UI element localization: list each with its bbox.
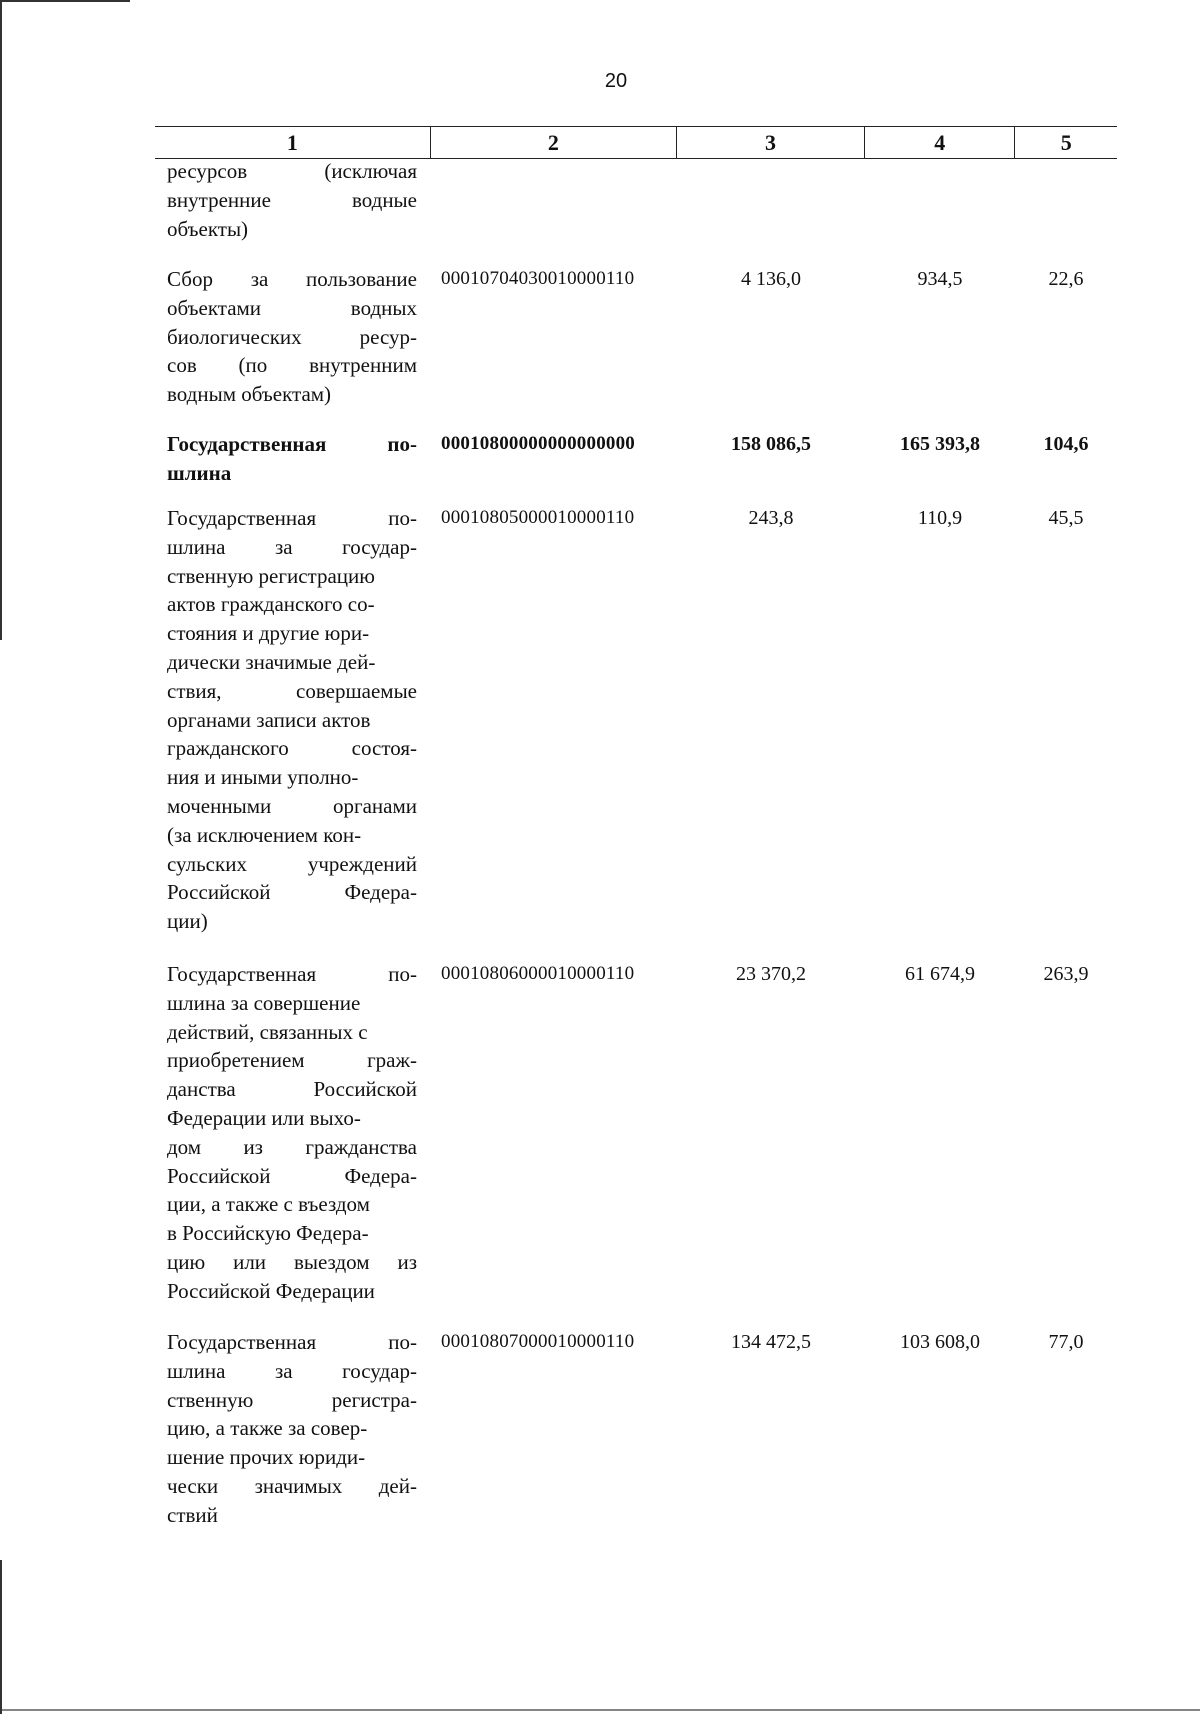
row-name-word: данства [167,1077,236,1102]
row-col3-value: 243,8 [748,507,794,529]
table-row [155,430,1117,488]
row-name-line [167,648,417,677]
row-name-line [167,907,417,936]
row-name-word: по- [388,1330,417,1354]
row-name-line [167,821,417,850]
row-name-word: ресурсов [167,159,248,183]
header-col-4: 4 [865,127,1015,158]
row-name-word: шение прочих юриди- [167,1445,366,1470]
scan-edge-left [0,0,2,640]
row-name-line [167,1501,417,1530]
row-name-word: цию [167,1249,206,1274]
row-col5-value [1015,157,1117,243]
row-name-word: ресур- [359,324,417,349]
row-name-word: или [233,1249,267,1274]
row-name-word: за [250,267,269,291]
row-name-word: ствия, [167,678,222,703]
row-name-line [167,878,417,907]
row-name-line [167,850,417,879]
row-name-word: Государственная [167,1330,317,1354]
row-name-line [167,1104,417,1133]
row-name-line [167,590,417,619]
row-name-word: государ- [342,534,417,559]
row-col4-value: 934,5 [917,268,963,290]
row-name-line [167,1472,417,1501]
header-col-2: 2 [431,127,677,158]
row-name-word: шлина за совершение [167,990,361,1015]
row-name-word: органами записи актов [167,707,371,732]
row-name-cell [155,265,431,409]
row-name-word: гражданского [167,736,289,761]
row-name-line [167,1386,417,1415]
table-row [155,504,1117,936]
row-name-word: гражданства [305,1134,417,1159]
row-code-cell: 00010704030010000110 [441,268,635,289]
row-name-line [167,677,417,706]
row-name-word: Российской [167,1163,271,1188]
table-row [155,265,1117,409]
row-name-word: моченными [167,793,272,818]
table-header-row [155,126,1117,159]
row-name-word: из [397,1249,417,1274]
row-name-line [167,1075,417,1104]
row-name-line [167,533,417,562]
row-name-word: ственную регистрацию [167,563,375,588]
row-name-word: Сбор [167,267,213,291]
row-name-cell [155,504,431,936]
row-name-word: (по [238,353,268,378]
header-col-5: 5 [1060,129,1072,155]
row-code-cell: 00010807000010000110 [441,1331,635,1352]
row-name-word: водным объектам) [167,382,332,407]
row-name-cell [155,157,431,243]
row-name-line [167,504,417,533]
row-col4-value: 103 608,0 [900,1331,980,1353]
row-name-line [167,960,417,989]
row-name-word: Федера- [344,880,417,905]
row-name-word: совершаемые [296,678,417,703]
row-name-word: водные [351,187,417,212]
row-name-line [167,430,417,459]
row-name-word: по- [387,432,417,456]
row-code-cell: 00010805000010000110 [441,507,635,528]
row-code-cell: 00010800000000000000 [441,433,635,454]
row-name-word: шлина [167,460,232,485]
row-name-word: шлина [167,534,226,559]
row-col5-value: 45,5 [1048,507,1084,529]
row-name-word: (исключая [324,159,417,183]
row-name-cell [155,1328,431,1530]
scan-edge-top [0,0,130,2]
row-name-line [167,1357,417,1386]
scan-edge-bottom [0,1709,1200,1711]
row-col5-value: 22,6 [1048,268,1084,290]
row-name-word: чески [167,1473,219,1498]
row-name-line [167,706,417,735]
row-code-cell: 00010806000010000110 [441,963,635,984]
row-name-line [167,265,417,294]
row-name-line [167,562,417,591]
row-name-word: Федера- [344,1163,417,1188]
row-name-word: сов [167,353,197,378]
header-col-3: 3 [677,127,865,158]
row-name-word: биологических [167,324,302,349]
row-name-word: шлина [167,1358,226,1383]
row-name-line [167,1133,417,1162]
page-number: 20 [604,70,628,92]
row-name-line [167,1219,417,1248]
table-row [155,1328,1117,1530]
row-name-word: ственную [167,1387,254,1412]
row-name-word: объектами [167,295,262,320]
row-name-word: Российской [313,1077,417,1102]
row-name-word: состоя- [351,736,417,761]
row-name-word: значимых [254,1473,343,1498]
row-name-word: ния и иными уполно- [167,765,359,790]
row-name-word: Государственная [167,962,317,986]
row-name-line [167,294,417,323]
row-name-line [167,734,417,763]
header-col-1: 1 [155,127,431,158]
table-row [155,157,1117,243]
row-name-word: стояния и другие юри- [167,621,370,646]
row-name-word: в Российскую Федера- [167,1221,369,1246]
row-name-word: (за исключением кон- [167,822,362,847]
row-name-word: по- [388,506,417,530]
row-name-word: актов гражданского со- [167,592,375,617]
row-name-word: граж- [367,1048,417,1073]
row-col3-value: 134 472,5 [731,1331,811,1353]
row-name-line [167,989,417,1018]
revenue-table [155,126,1117,1527]
row-name-word: Российской Федерации [167,1278,375,1303]
row-name-word: дом [167,1134,202,1159]
row-col4-value [865,157,1015,243]
row-name-line [167,157,417,186]
row-col4-value: 165 393,8 [900,433,980,455]
row-name-word: учреждений [307,851,417,876]
row-name-word: внутренним [309,353,417,378]
scan-edge-left-lower [0,1560,2,1714]
row-name-line [167,763,417,792]
row-name-word: из [243,1134,263,1159]
row-name-line [167,792,417,821]
row-name-cell [155,430,431,488]
row-name-line [167,1277,417,1306]
row-name-line [167,1190,417,1219]
row-name-line [167,1162,417,1191]
row-name-cell [155,960,431,1306]
row-col5-value: 104,6 [1043,433,1089,455]
row-name-word: государ- [342,1358,417,1383]
row-name-word: за [274,534,293,559]
row-name-line [167,1414,417,1443]
row-name-word: дей- [378,1473,417,1498]
row-name-word: действий, связанных с [167,1019,368,1044]
row-name-word: цию, а также за совер- [167,1416,368,1441]
row-name-word: Государственная [167,506,317,530]
row-name-word: Российской [167,880,271,905]
row-col4-value: 110,9 [917,507,963,529]
row-col4-value: 61 674,9 [905,963,975,985]
row-name-word: объекты) [167,216,249,241]
row-code-cell [431,157,677,243]
row-name-word: внутренние [167,187,271,212]
row-name-word: ции) [167,909,208,934]
row-col3-value: 4 136,0 [741,268,801,290]
row-name-line [167,186,417,215]
row-name-word: Государственная [167,432,327,456]
row-name-line [167,1443,417,1472]
row-name-word: водных [350,295,417,320]
row-name-line [167,323,417,352]
row-col3-value: 158 086,5 [731,433,811,455]
row-name-word: органами [332,793,417,818]
row-col5-value: 77,0 [1048,1331,1084,1353]
row-name-line [167,1018,417,1047]
row-name-line [167,380,417,409]
row-col5-value: 263,9 [1043,963,1089,985]
row-name-line [167,459,417,488]
row-name-word: за [274,1358,293,1383]
row-name-word: пользование [306,267,417,291]
row-name-word: Федерации или выхо- [167,1105,361,1130]
row-name-word: выездом [293,1249,370,1274]
row-name-word: регистра- [331,1387,417,1412]
row-name-line [167,619,417,648]
row-name-word: ции, а также с въездом [167,1192,370,1217]
row-name-word: приобретением [167,1048,305,1073]
row-name-line [167,1046,417,1075]
row-name-line [167,1328,417,1357]
row-name-word: ствий [167,1502,218,1527]
table-row [155,960,1117,1306]
row-name-line [167,1248,417,1277]
row-name-word: дически значимые дей- [167,649,376,674]
row-col3-value [677,157,865,243]
row-col3-value: 23 370,2 [736,963,806,985]
row-name-line [167,215,417,244]
row-name-line [167,351,417,380]
row-name-word: сульских [167,851,247,876]
row-name-word: по- [388,962,417,986]
